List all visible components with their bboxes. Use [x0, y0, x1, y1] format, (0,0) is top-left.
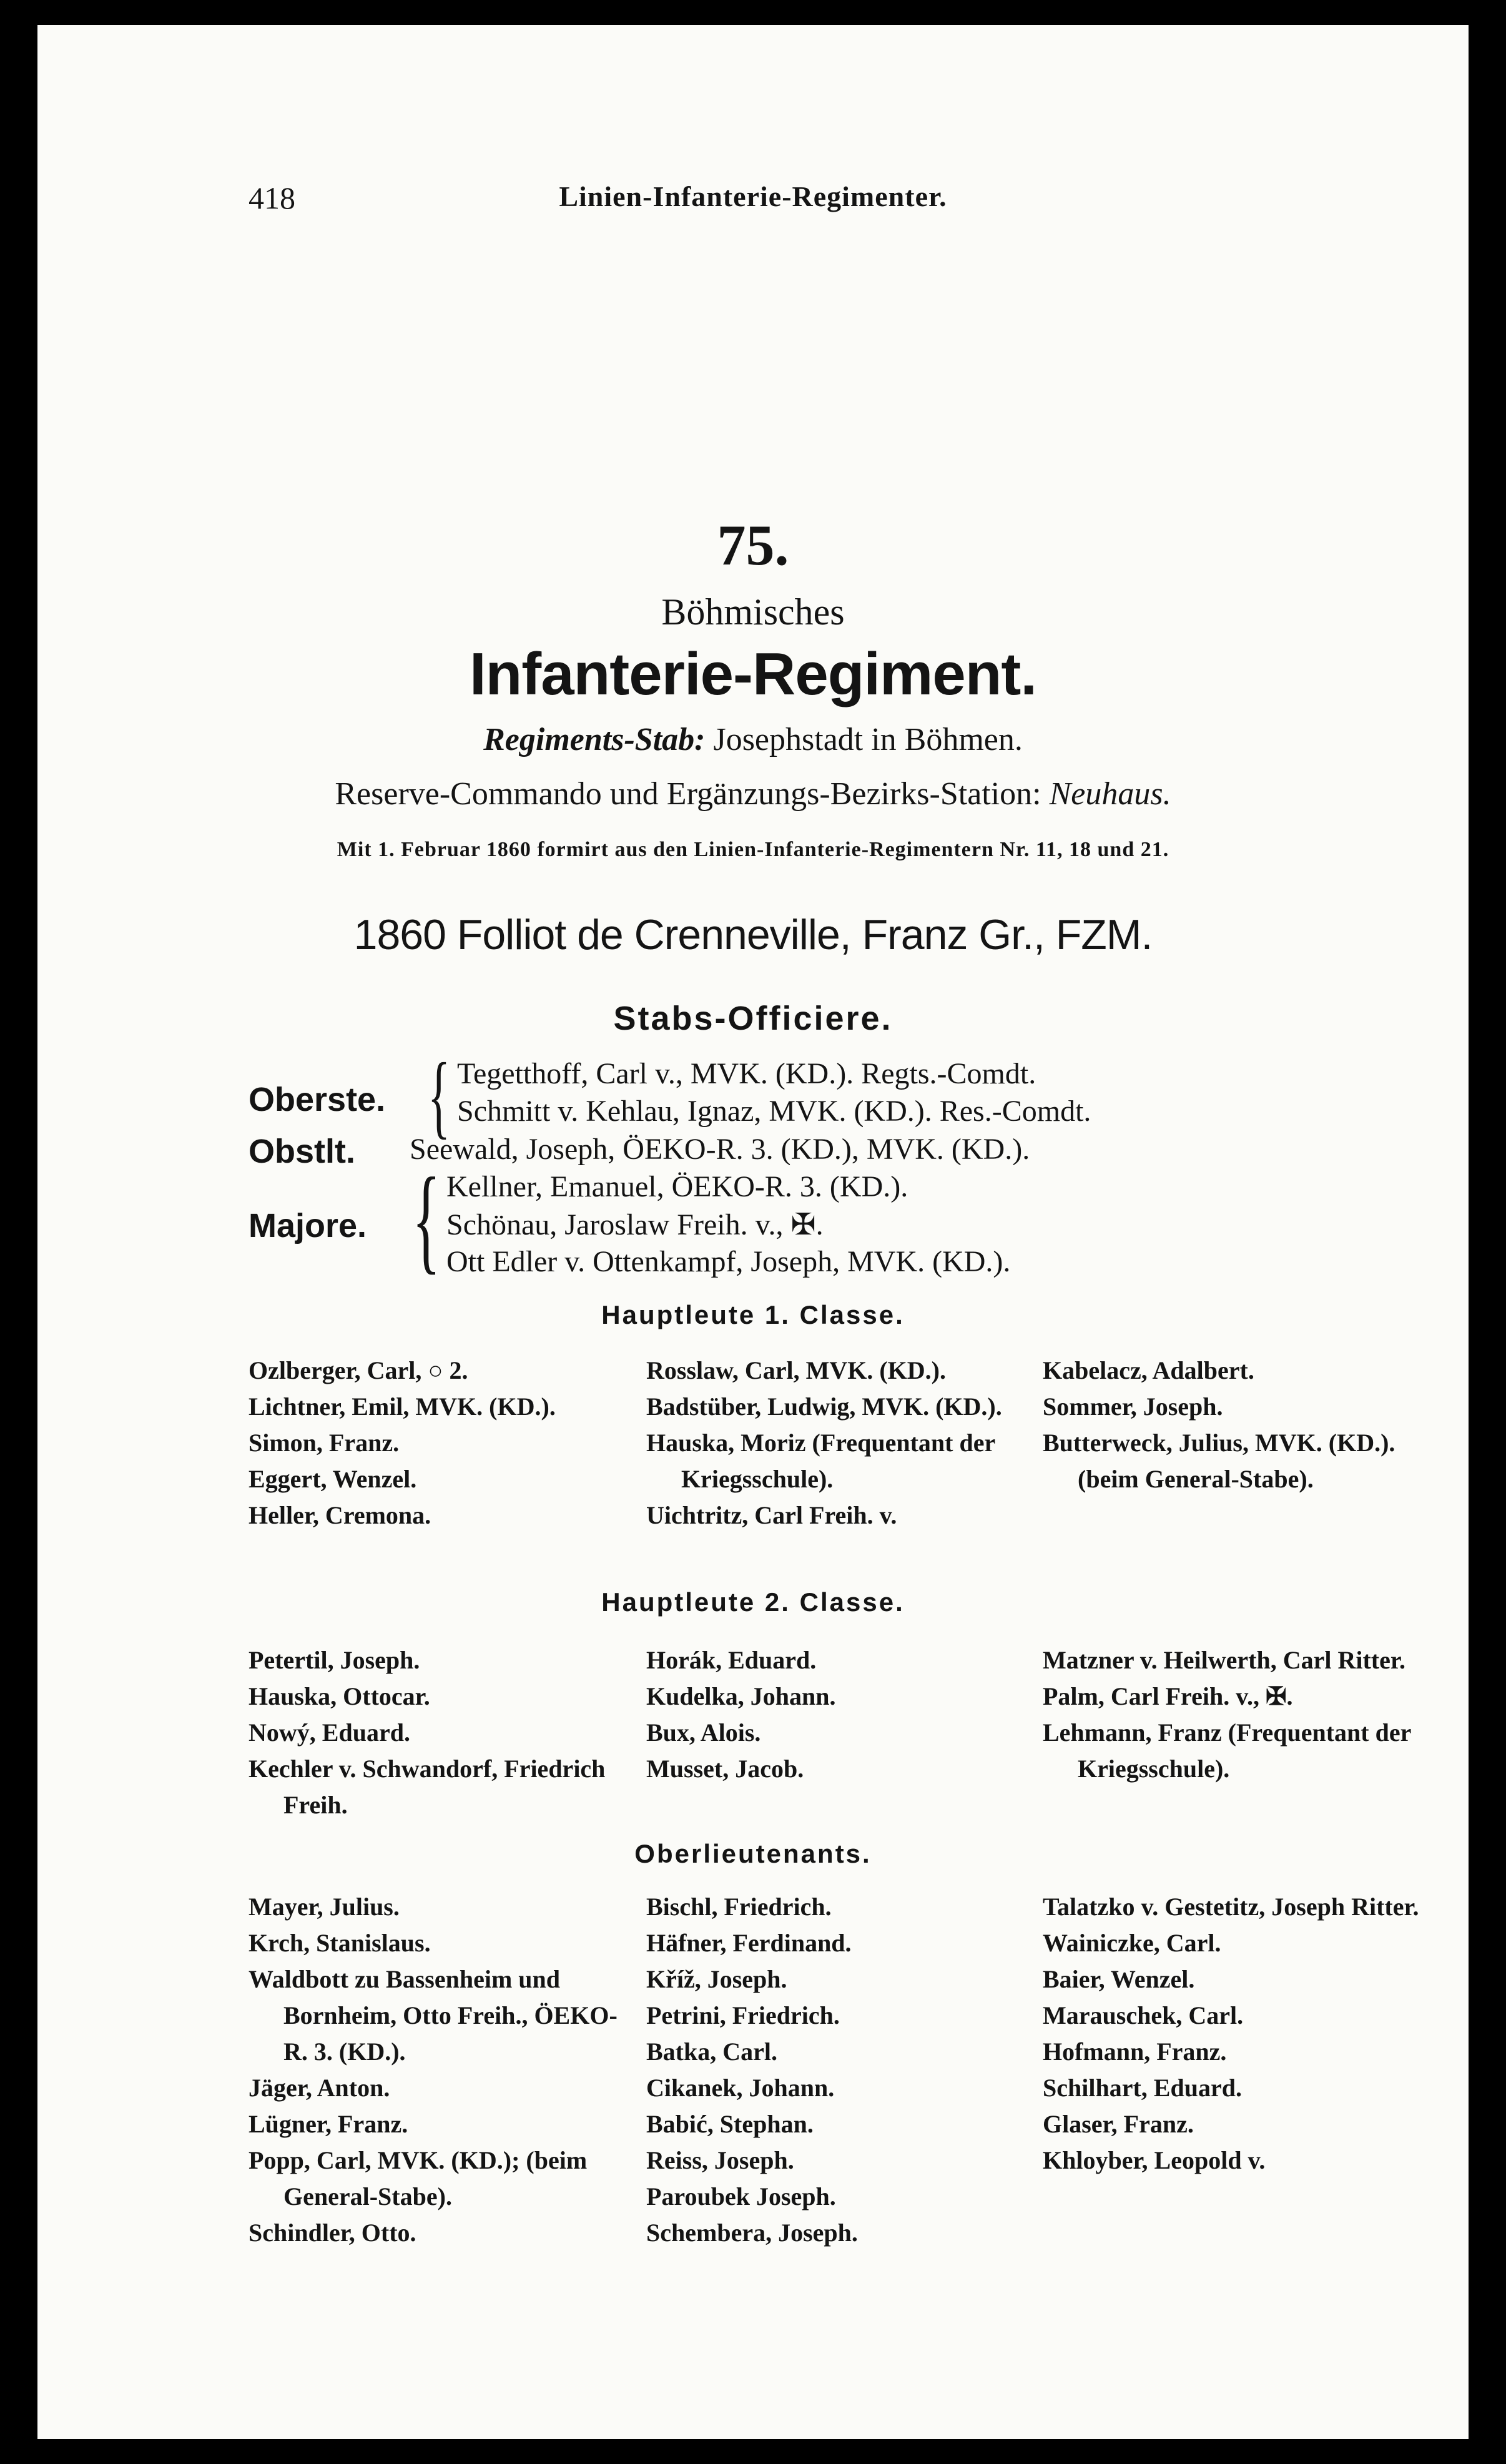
officer-entry: Petrini, Friedrich. [646, 2001, 840, 2029]
officer-entry: Hauska, Ottocar. [249, 1682, 430, 1710]
officer-entry: Hofmann, Franz. [1043, 2038, 1227, 2066]
officer-entry: Baier, Wenzel. [1043, 1965, 1195, 1993]
formation-note: Mit 1. Februar 1860 formirt aus den Linien-Infanterie-Regimentern Nr. 11, 18 und 21. [337, 838, 1169, 861]
officer-entry: Nowý, Eduard. [249, 1718, 410, 1747]
officer-entry: Simon, Franz. [249, 1429, 400, 1457]
regiments-stab-value: Josephstadt in Böhmen. [713, 722, 1023, 757]
officer-entry: Häfner, Ferdinand. [646, 1929, 852, 1957]
hauptleute-1-heading: Hauptleute 1. Classe. [601, 1300, 905, 1329]
oberlieutenants-col3 [1043, 1889, 1430, 2179]
oberlieutenants-col2 [646, 1889, 1033, 2251]
officer-entry: Horák, Eduard. [646, 1646, 817, 1674]
major-entry: Kellner, Emanuel, ÖEKO-R. 3. (KD.). [446, 1170, 908, 1203]
officer-entry: Butterweck, Julius, MVK. (KD.). (beim General-Stabe). [1043, 1429, 1395, 1493]
officer-entry: Cikanek, Johann. [646, 2074, 835, 2102]
officer-entry: Schembera, Joseph. [646, 2219, 858, 2247]
page-number: 418 [249, 180, 295, 215]
officer-entry: Rosslaw, Carl, MVK. (KD.). [646, 1356, 946, 1384]
hauptleute-1-col1 [249, 1353, 636, 1534]
officer-entry: Kabelacz, Adalbert. [1043, 1356, 1254, 1384]
officer-entry: Mayer, Julius. [249, 1893, 400, 1921]
officer-entry: Kechler v. Schwandorf, Friedrich Freih. [249, 1755, 606, 1819]
officer-entry: Uichtritz, Carl Freih. v. [646, 1501, 897, 1529]
officer-entry: Babić, Stephan. [646, 2110, 814, 2138]
oberst-entry: Schmitt v. Kehlau, Ignaz, MVK. (KD.). Res.-Comdt. [457, 1095, 1091, 1128]
officer-entry: Batka, Carl. [646, 2038, 777, 2066]
officer-entry: Waldbott zu Bassenheim und Bornheim, Otto Freih., ÖEKO-R. 3. (KD.). [249, 1965, 618, 2066]
officer-entry: Reiss, Joseph. [646, 2146, 794, 2174]
hauptleute-2-col1 [249, 1642, 636, 1823]
officer-entry: Kříž, Joseph. [646, 1965, 787, 1993]
officer-entry: Lichtner, Emil, MVK. (KD.). [249, 1392, 556, 1421]
regiment-owner: 1860 Folliot de Crenneville, Franz Gr., FZM. [353, 911, 1153, 958]
officer-entry: Marauschek, Carl. [1043, 2001, 1244, 2029]
regiments-stab-label: Regiments-Stab: [483, 722, 706, 757]
officer-entry: Petertil, Joseph. [249, 1646, 420, 1674]
hauptleute-1-col3 [1043, 1353, 1430, 1497]
officer-entry: Sommer, Joseph. [1043, 1392, 1223, 1421]
hauptleute-1-col2 [646, 1353, 1033, 1534]
officer-entry: Bischl, Friedrich. [646, 1893, 832, 1921]
obstlt-label: Obstlt. [249, 1133, 355, 1170]
hauptleute-2-col3 [1043, 1642, 1430, 1787]
officer-entry: Lügner, Franz. [249, 2110, 408, 2138]
officer-entry: Wainiczke, Carl. [1043, 1929, 1221, 1957]
officer-entry: Khloyber, Leopold v. [1043, 2146, 1266, 2174]
officer-entry: Lehmann, Franz (Frequentant der Kriegsschule). [1043, 1718, 1411, 1783]
officer-entry: Popp, Carl, MVK. (KD.); (beim General-Stabe). [249, 2146, 588, 2210]
officer-entry: Krch, Stanislaus. [249, 1929, 431, 1957]
majore-brace: { [412, 1154, 441, 1285]
hauptleute-2-heading: Hauptleute 2. Classe. [601, 1587, 905, 1617]
officer-entry: Bux, Alois. [646, 1718, 761, 1747]
stabs-officiere-heading: Stabs-Officiere. [613, 1000, 893, 1037]
reserve-label: Reserve-Commando und Ergänzungs-Bezirks-Station: [335, 776, 1041, 812]
majore-label: Majore. [249, 1207, 367, 1244]
oberste-brace: { [428, 1044, 450, 1148]
running-head: Linien-Infanterie-Regimenter. [559, 180, 947, 212]
reserve-value: Neuhaus. [1049, 776, 1171, 812]
regiments-stab-line [37, 721, 1469, 758]
regiment-title: Infanterie-Regiment. [469, 641, 1037, 707]
officer-entry: Schindler, Otto. [249, 2219, 416, 2247]
officer-entry: Eggert, Wenzel. [249, 1465, 417, 1493]
major-entry: Ott Edler v. Ottenkampf, Joseph, MVK. (KD.). [446, 1245, 1011, 1278]
officer-entry: Hauska, Moriz (Frequentant der Kriegsschule). [646, 1429, 995, 1493]
regiment-kind: Böhmisches [661, 591, 845, 633]
hauptleute-2-col2 [646, 1642, 1033, 1787]
oberst-entry: Tegetthoff, Carl v., MVK. (KD.). Regts.-Comdt. [457, 1057, 1036, 1090]
officer-entry: Talatzko v. Gestetitz, Joseph Ritter. [1043, 1893, 1419, 1921]
officer-entry: Jäger, Anton. [249, 2074, 390, 2102]
reserve-line [37, 776, 1469, 812]
officer-entry: Kudelka, Johann. [646, 1682, 836, 1710]
book-page [37, 25, 1469, 2439]
major-entry: Schönau, Jaroslaw Freih. v., ✠. [446, 1208, 824, 1241]
oberlieutenants-heading: Oberlieutenants. [634, 1839, 872, 1868]
oberste-label: Oberste. [249, 1081, 386, 1118]
officer-entry: Musset, Jacob. [646, 1755, 804, 1783]
officer-entry: Matzner v. Heilwerth, Carl Ritter. [1043, 1646, 1405, 1674]
oberlieutenants-col1 [249, 1889, 636, 2251]
officer-entry: Glaser, Franz. [1043, 2110, 1194, 2138]
officer-entry: Paroubek Joseph. [646, 2182, 836, 2210]
obstlt-entry: Seewald, Joseph, ÖEKO-R. 3. (KD.), MVK. (KD.). [410, 1133, 1030, 1166]
officer-entry: Ozlberger, Carl, ○ 2. [249, 1356, 468, 1384]
officer-entry: Heller, Cremona. [249, 1501, 431, 1529]
officer-entry: Badstüber, Ludwig, MVK. (KD.). [646, 1392, 1002, 1421]
regiment-number: 75. [717, 513, 789, 577]
officer-entry: Palm, Carl Freih. v., ✠. [1043, 1682, 1293, 1710]
officer-entry: Schilhart, Eduard. [1043, 2074, 1242, 2102]
